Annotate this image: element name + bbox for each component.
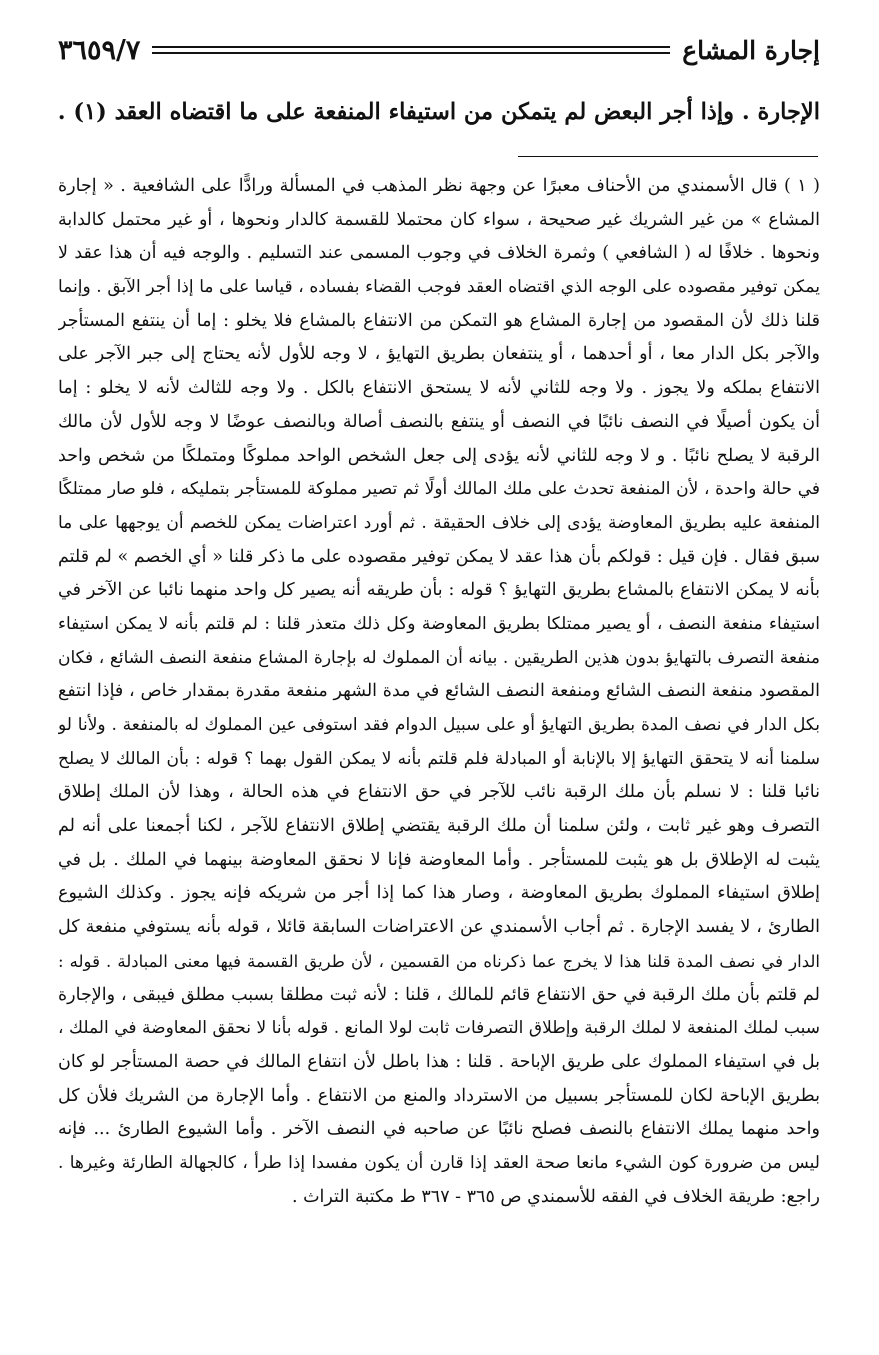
- footnote-line: منفعة التصرف بالتهايؤ بدون هذين الطريقين . بيانه أن المملوك له بإجارة المشاع منفعة النصف الشائع ، فكان: [58, 647, 820, 668]
- footnote-line: بأنه لا يمكن الانتفاع بالمشاع بطريق التهايؤ ؟ قوله : بأن طريقه أنه يصير كل واحد منهما نائبا عن الآخر في: [58, 580, 820, 601]
- footnote-line: يثبت له الإطلاق بل هو يثبت للمستأجر . وأما المعاوضة فإنا لا نحقق المعاوضة بينهما في الملك . بل في: [58, 849, 820, 870]
- footnote-line: في حالة واحدة ، لأن المنفعة تحدث على ملك المالك أولًا ثم تصير مملوكة للمستأجر بتمليكه ، فلو صار ممتلكًا: [58, 479, 820, 500]
- footnote-line: الطارئ ، لا يفسد الإجارة . ثم أجاب الأسمندي عن الاعتراضات السابقة قائلا ، قوله بأنه يستوفي منفعة كل: [58, 917, 820, 938]
- footnote-line: قلنا ذلك لأن المقصود من إجارة المشاع هو التمكن من الانتفاع بالمشاع فلا يخلو : إما أن ينتفع المستأجر: [58, 310, 820, 331]
- footnote-line: استيفاء منفعة النصف ، أو يصير ممتلكا بطريق المعاوضة وكل ذلك متعذر قلنا : لم قلتم بأنه لا يمكن استيفاء: [58, 613, 820, 634]
- footnote-line: الرقبة لا يصلح نائبًا . و لا وجه للثاني لأنه يؤدى إلى جعل الشخص الواحد مملوكًا ومتملكًا من شخص واحد: [58, 445, 820, 466]
- page-number: ٣٦٥٩/٧: [58, 34, 141, 66]
- footnote-line: يمكن توفير مقصوده على الوجه الذي اقتضاه العقد فوجب القضاء بفساده ، قياسا على ما إذا أجر الآبق . وإنما: [58, 277, 820, 298]
- footnote-line: بل في استيفاء المملوك على طريق الإباحة . قلنا : هذا باطل لأن انتفاع المالك في حصة المستأجر لو كان: [58, 1051, 820, 1072]
- running-head-rule: [152, 46, 670, 54]
- footnote: [58, 170, 820, 1214]
- footnote-line: ليس من ضرورة كون الشيء مانعا صحة العقد إذا قارن أن يكون مفسدا إذا طرأ ، كالجهالة الطارئة وغيرها .: [58, 1152, 820, 1173]
- footnote-separator: [518, 156, 818, 157]
- footnote-line: بطريق الإباحة لكان للمستأجر بسبيل من الاسترداد والمنع من الانتفاع . وأما الإجارة من الشريك فلأن كل: [58, 1085, 820, 1106]
- footnote-line: التصرف وهو غير ثابت ، ولئن سلمنا أن ملك الرقبة يقتضي إطلاق الانتفاع للآجر ، لكنا أجمعنا على أنه لم: [58, 816, 820, 837]
- footnote-line: لم قلتم بأن ملك الرقبة في حق الانتفاع قائم للمالك ، قلنا : لأنه ثبت مطلقا بسبب مطلق فيبقى ، والإجارة: [58, 984, 820, 1005]
- footnote-line: ( ١ ) قال الأسمندي من الأحناف معبرًا عن وجهة نظر المذهب في المسألة ورادًّا على الشافعية . « إجارة: [58, 176, 820, 196]
- footnote-line: سبق فقال . فإن قيل : قولكم بأن هذا عقد لا يمكن توفير مقصوده على ما ذكر قلنا « أي الخصم » لم قلتم: [58, 546, 820, 567]
- footnote-line: نائبا قلنا : لا نسلم بأن ملك الرقبة نائب للآجر في حق الانتفاع في هذه الحالة ، وهذا لأن الملك إطلاق: [58, 782, 820, 803]
- footnote-line: الانتفاع بملكه ولا يجوز . ولا وجه للثاني لأنه لا يستحق الانتفاع بالكل . ولا وجه للثالث لأنه لا يخلو : إما: [58, 378, 820, 399]
- body-text: الإجارة . وإذا أجر البعض لم يتمكن من استيفاء المنفعة على ما اقتضاه العقد (١) .: [57, 99, 820, 125]
- footnote-line: ونحوها . خلافًا له ( الشافعي ) وثمرة الخلاف في وجوب المسمى عند التسليم . والوجه فيه أن هذا عقد لا: [58, 243, 820, 264]
- footnote-line: واحد منهما يملك الانتفاع بالنصف فصلح نائبًا عن صاحبه في النصف الآخر . وأما الشيوع الطارئ ... فإنه: [58, 1119, 820, 1140]
- footnote-line: راجع: طريقة الخلاف في الفقه للأسمندي ص ٣٦٥ - ٣٦٧ ط مكتبة التراث .: [291, 1186, 820, 1207]
- footnote-line: الدار في نصف المدة قلنا هذا لا يخرج عما ذكرناه من القسمين ، لأن طريق القسمة فيها معنى المبادلة . قوله :: [58, 951, 820, 971]
- footnote-line: سبب لملك المنفعة لا لملك الرقبة وإطلاق التصرفات ثابت لولا المانع . قوله بأنا لا نحقق المعاوضة في الملك ،: [58, 1018, 820, 1039]
- footnote-line: المقصود منفعة النصف الشائع ومنفعة النصف الشائع في مدة الشهر منفعة مقدرة بمقدار خاص ، فإذا انتفع: [58, 681, 820, 702]
- footnote-line: إطلاق استيفاء المملوك بطريق المعاوضة ، وصار هذا كما إذا أجر من شريكه فإنه يجوز . وكذلك الشيوع: [58, 883, 820, 904]
- running-head: [58, 30, 820, 70]
- footnote-line: سلمنا أنه لا يتحقق التهايؤ إلا بالإنابة أو المبادلة فلم قلتم بأنه لا يمكن القول بهما ؟ قوله : بأن المالك لا يصلح: [58, 748, 820, 769]
- footnote-line: بكل الدار في نصف المدة بطريق التهايؤ أو على سبيل الدوام فقد استوفى عين المملوك له بالمنفعة . ولأنا لو: [58, 715, 820, 735]
- footnote-line: أن يكون أصيلًا في النصف نائبًا في النصف أو ينتفع بالنصف أصالة وبالنصف عوضًا لا وجه للأول لأن مالك: [58, 411, 820, 432]
- footnote-line: والآجر بكل الدار معا ، أو أحدهما ، أو ينتفعان بطريق التهايؤ ، لا وجه للأول لأنه يحتاج إلى جبر الآجر على: [58, 344, 820, 365]
- running-head-title: إجارة المشاع: [682, 35, 820, 65]
- footnote-line: المشاع » من غير الشريك غير صحيحة ، سواء كان محتملا للقسمة كالدار ونحوها ، أو غير محتمل كالدابة: [58, 209, 820, 230]
- footnote-line: المنفعة عليه بطريق المعاوضة يؤدى إلى خلاف الحقيقة . ثم أورد اعتراضات يمكن للخصم أن يوجهها على ما: [58, 512, 820, 533]
